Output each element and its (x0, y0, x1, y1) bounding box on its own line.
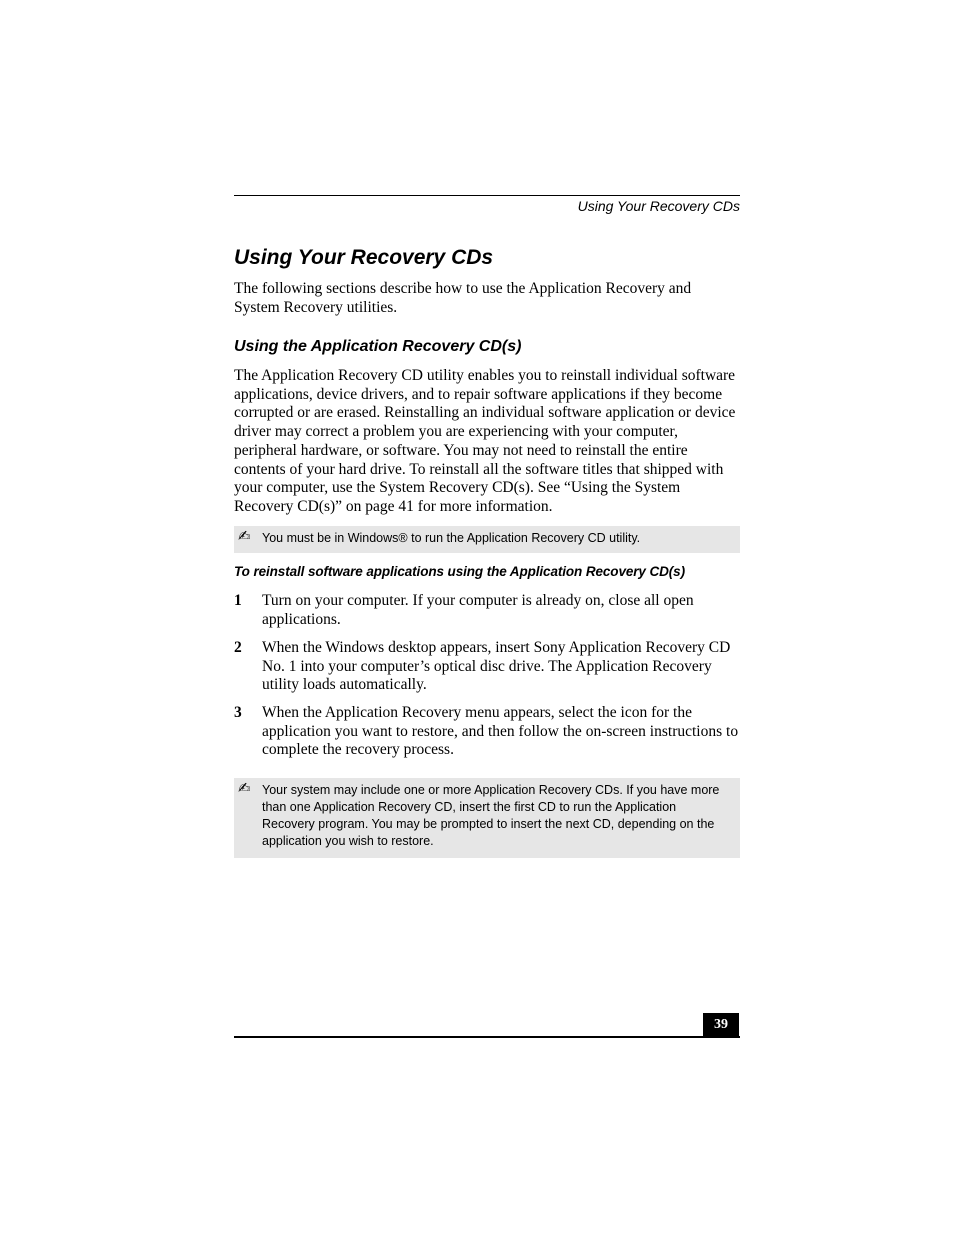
step-number: 2 (234, 639, 242, 656)
section-intro: The following sections describe how to use the Application Recovery and System Recovery utilities. (234, 280, 692, 316)
header-rule (234, 195, 740, 196)
procedure-title: To reinstall software applications using the Application Recovery CD(s) (234, 564, 685, 579)
note-pencil-icon: ✍ (238, 779, 251, 797)
step-item (234, 639, 740, 695)
step-item (234, 592, 740, 629)
page-number: 39 (703, 1013, 739, 1037)
step-text: Turn on your computer. If your computer is already on, close all open applications. (262, 592, 694, 628)
footer-rule (234, 1036, 740, 1038)
step-number: 1 (234, 592, 242, 609)
note-text: You must be in Windows® to run the Application Recovery CD utility. (262, 531, 641, 545)
note-box-windows (234, 526, 740, 553)
note-text: Your system may include one or more Application Recovery CDs. If you have more than one Application Recovery CD, insert the first CD to run the Application Recovery program. You may be prompted to insert the next CD, depending on the application you wish to restore. (262, 783, 720, 848)
step-text: When the Application Recovery menu appears, select the icon for the application you want to restore, and then follow the on-screen instructions to complete the recovery process. (262, 704, 739, 759)
step-number: 3 (234, 704, 242, 721)
note-pencil-icon: ✍ (238, 527, 251, 545)
subsection-title: Using the Application Recovery CD(s) (234, 338, 522, 355)
running-header: Using Your Recovery CDs (577, 198, 740, 214)
section-title: Using Your Recovery CDs (234, 246, 494, 269)
step-text: When the Windows desktop appears, insert Sony Application Recovery CD No. 1 into your computer’s optical disc drive. The Application Recovery utility loads automatically. (262, 639, 731, 694)
step-item (234, 704, 740, 760)
subsection-body: The Application Recovery CD utility enables you to reinstall individual software applications, device drivers, and to repair software applications if they become corrupted or are erased. Reinstalling an individual software application or device driver may correct a problem you are experiencing with your computer, peripheral hardware, or software. You may not need to reinstall the entire contents of your hard drive. To reinstall all the software titles that shipped with your computer, use the System Recovery CD(s). See “Using the System Recovery CD(s)” on page 41 for more information. (234, 367, 736, 515)
note-box-multiple-cds (234, 778, 740, 858)
